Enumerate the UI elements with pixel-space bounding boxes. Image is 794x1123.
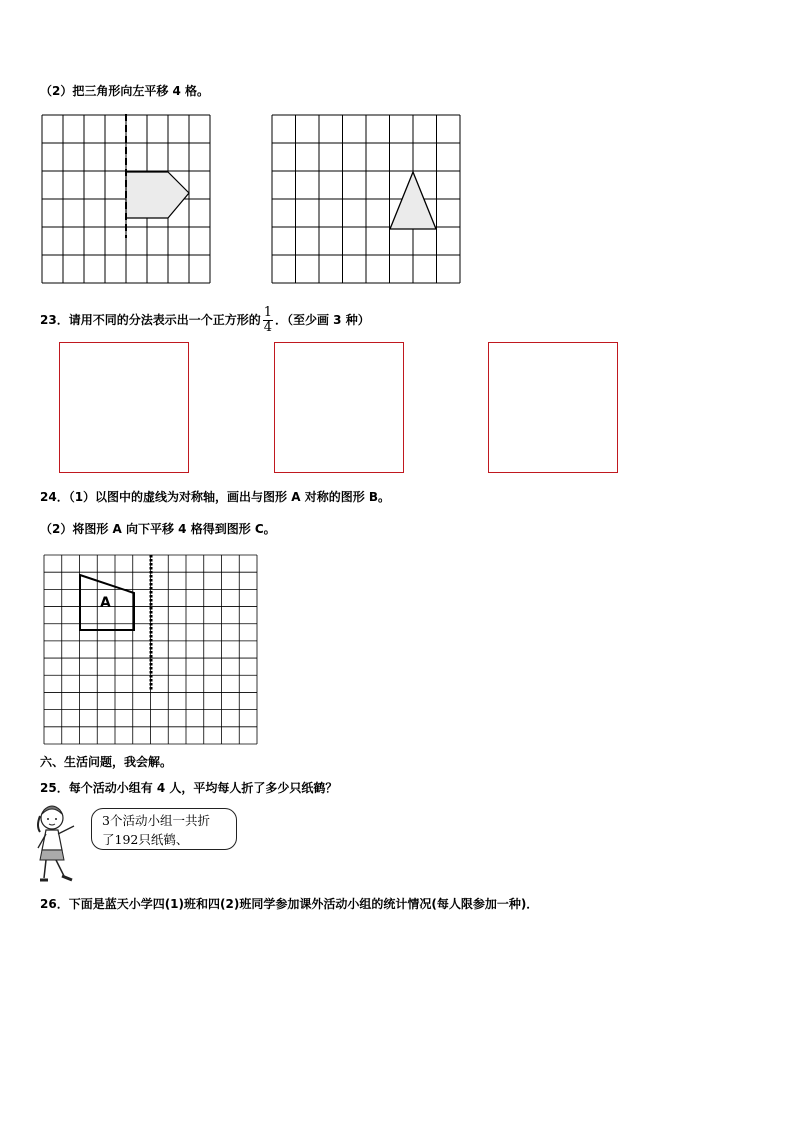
speech-line-1: 3个活动小组一共折 [102, 813, 210, 828]
q24-part2-text: （2）将图形 A 向下平移 4 格得到图形 C。 [40, 522, 276, 536]
girl-illustration [34, 804, 94, 886]
q23-prefix: 23．请用不同的分法表示出一个正方形的 [40, 313, 261, 327]
speech-bubble [91, 808, 237, 850]
fraction-one-quarter: $\frac{1}{4}$ [263, 305, 272, 335]
speech-line-2: 了192只纸鹤、 [102, 832, 189, 847]
q26-text: 26．下面是蓝天小学四(1)班和四(2)班同学参加课外活动小组的统计情况(每人限参加一种)． [40, 897, 539, 911]
q24-part1-text: 24．（1）以图中的虚线为对称轴，画出与图形 A 对称的图形 B。 [40, 490, 391, 504]
shape-a-label: A [100, 595, 111, 611]
q22-part2-text: （2）把三角形向左平移 4 格。 [40, 84, 210, 98]
q25-text: 25．每个活动小组有 4 人，平均每人折了多少只纸鹤？ [40, 781, 338, 795]
section-6-heading: 六、生活问题，我会解。 [40, 755, 173, 769]
q23-suffix: ．（至少画 3 种） [274, 313, 370, 327]
